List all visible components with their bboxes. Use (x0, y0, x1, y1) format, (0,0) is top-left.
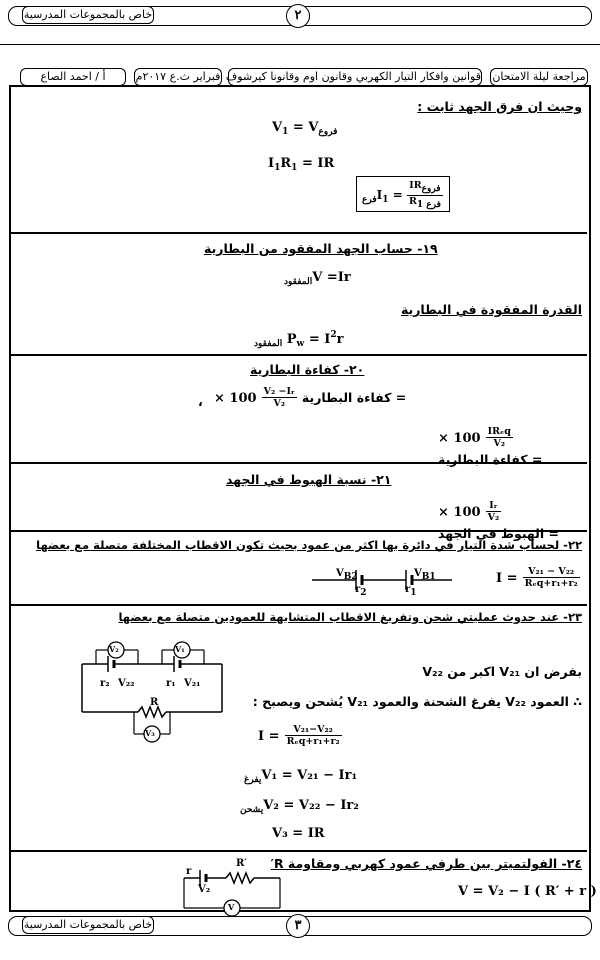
section-24-title: ٢٤- الفولتميتر بين طرفي عمود كهربي ومقاومة R′ (270, 856, 582, 871)
divider-2 (11, 354, 587, 356)
section-22-label-vb1: VB1 (414, 568, 436, 582)
footer-page-number: ٣ (286, 914, 310, 938)
section-23-therefore: ∴ العمود V₂₂ يفرغ الشحنة والعمود V₂₁ يُشحن ويصبح : (252, 694, 582, 709)
divider-4 (11, 530, 587, 532)
section-23-eq-v1: $_{يفرغ}$V₁ = V₂₁ − Ir₁ (244, 768, 358, 785)
section-22-label-r1: r1 (405, 584, 417, 598)
top-page-number: ٢ (286, 4, 310, 28)
date-label: فبراير ث.ع ٢٠١٧م (134, 68, 222, 86)
circuit24-vb: V₂ (198, 884, 211, 895)
section-22-label-r2: r2 (355, 584, 367, 598)
circuit23-r2: r₂ (100, 678, 110, 689)
power-eq: $_{المفقود}$ $P_w = I^2r$ (254, 330, 344, 349)
circuit24-meter: V (228, 902, 235, 912)
section-19-eq: $_{المفقود}$V =Ir (284, 270, 351, 287)
top-band-label: خاص بالمجموعات المدرسية (22, 6, 154, 24)
circuit23-R: R (150, 697, 159, 708)
section-23-assume: بفرض ان V₂₁ اكبر من V₂₂ (422, 664, 582, 679)
top-rule (0, 44, 600, 45)
potential-eq1: $V_1 = V_{فروع}$ (272, 120, 338, 137)
divider-5 (11, 604, 587, 606)
section-23-eq-v2: $_{يشحن}$V₂ = V₂₂ − Ir₂ (240, 798, 359, 815)
potential-boxed-content: $_{فرع}I_1$ = $\frac{\text{IRفروع}}{\text{Rفرع 1}}$ (362, 180, 441, 210)
section-20-title: ٢٠- كفاءة البطارية (250, 362, 365, 377)
circuit23-meter-v1: V₁ (175, 644, 185, 654)
divider-1 (11, 232, 587, 234)
review-label: مراجعة ليلة الامتحان (490, 68, 588, 86)
potential-intro: وحيث ان فرق الجهد ثابت : (417, 99, 582, 114)
divider-6 (11, 850, 587, 852)
circuit23-vb2: V₂₂ (118, 678, 135, 689)
section-21-eq: × 100 $\frac{\text{Iᵣ}}{\text{V₂}}$ الهبوط في الجهد = (438, 500, 559, 541)
section-23-eq-I: I = $\frac{\text{V₂₁−V₂₂}}{\text{Rₑq+r₁+r₂}}$ (258, 724, 340, 747)
circuit24-R: R′ (236, 858, 247, 869)
section-24-eq: V = V₂ − I ( R′ + r ) (458, 884, 597, 899)
section-21-title: ٢١- نسبة الهبوط في الجهد (226, 472, 392, 487)
circuit24-r: r (186, 866, 192, 877)
content-frame (9, 85, 591, 912)
potential-eq2: $I_1R_1$ = IR (268, 156, 335, 173)
circuit23-meter-v2: V₂ (109, 644, 119, 654)
section-22-label-vb2: VB2 (336, 568, 358, 582)
section-23-title: ٢٣- عند حدوث عمليتي شحن وتفريغ الاقطاب المتشابهة للعمودين متصلة مع بعضها (118, 610, 582, 624)
author-label: أ / احمد الصاع (20, 68, 126, 86)
section-20-eq2: × 100 $\frac{\text{IRₑq}}{\text{V₂}}$ كفاءة البطارية = (438, 426, 543, 467)
section-22-title: ٢٢- لحساب شدة التيار في دائرة بها اكثر من عمود بحيث تكون الاقطاب المختلفة متصلة مع بعضها (36, 538, 582, 552)
topic-label: قوانين وافكار التيار الكهربي وقانون اوم وقانونا كيرشوف (228, 68, 482, 86)
circuit23-r1: r₁ (166, 678, 176, 689)
section-19-title: ١٩- حساب الجهد المفقود من البطارية (204, 241, 438, 256)
circuit23-meter-v3: V₃ (145, 728, 155, 738)
section-22-eq: I = $\frac{\text{V₂₁ − V₂₂}}{\text{Rₑq+r₁+r₂}}$ (496, 566, 578, 589)
footer-band-label: خاص بالمجموعات المدرسية (22, 916, 154, 934)
power-title: القدرة المفقودة في البطارية (400, 302, 582, 317)
circuit23-vb1: V₂₁ (184, 678, 201, 689)
section-23-eq-v3: V₃ = IR (272, 826, 325, 841)
divider-3 (11, 462, 587, 464)
section-20-eq1: ، × 100 $\frac{\text{V₂ −Iᵣ}}{\text{V₂}}$ كفاءة البطارية = (198, 386, 407, 409)
